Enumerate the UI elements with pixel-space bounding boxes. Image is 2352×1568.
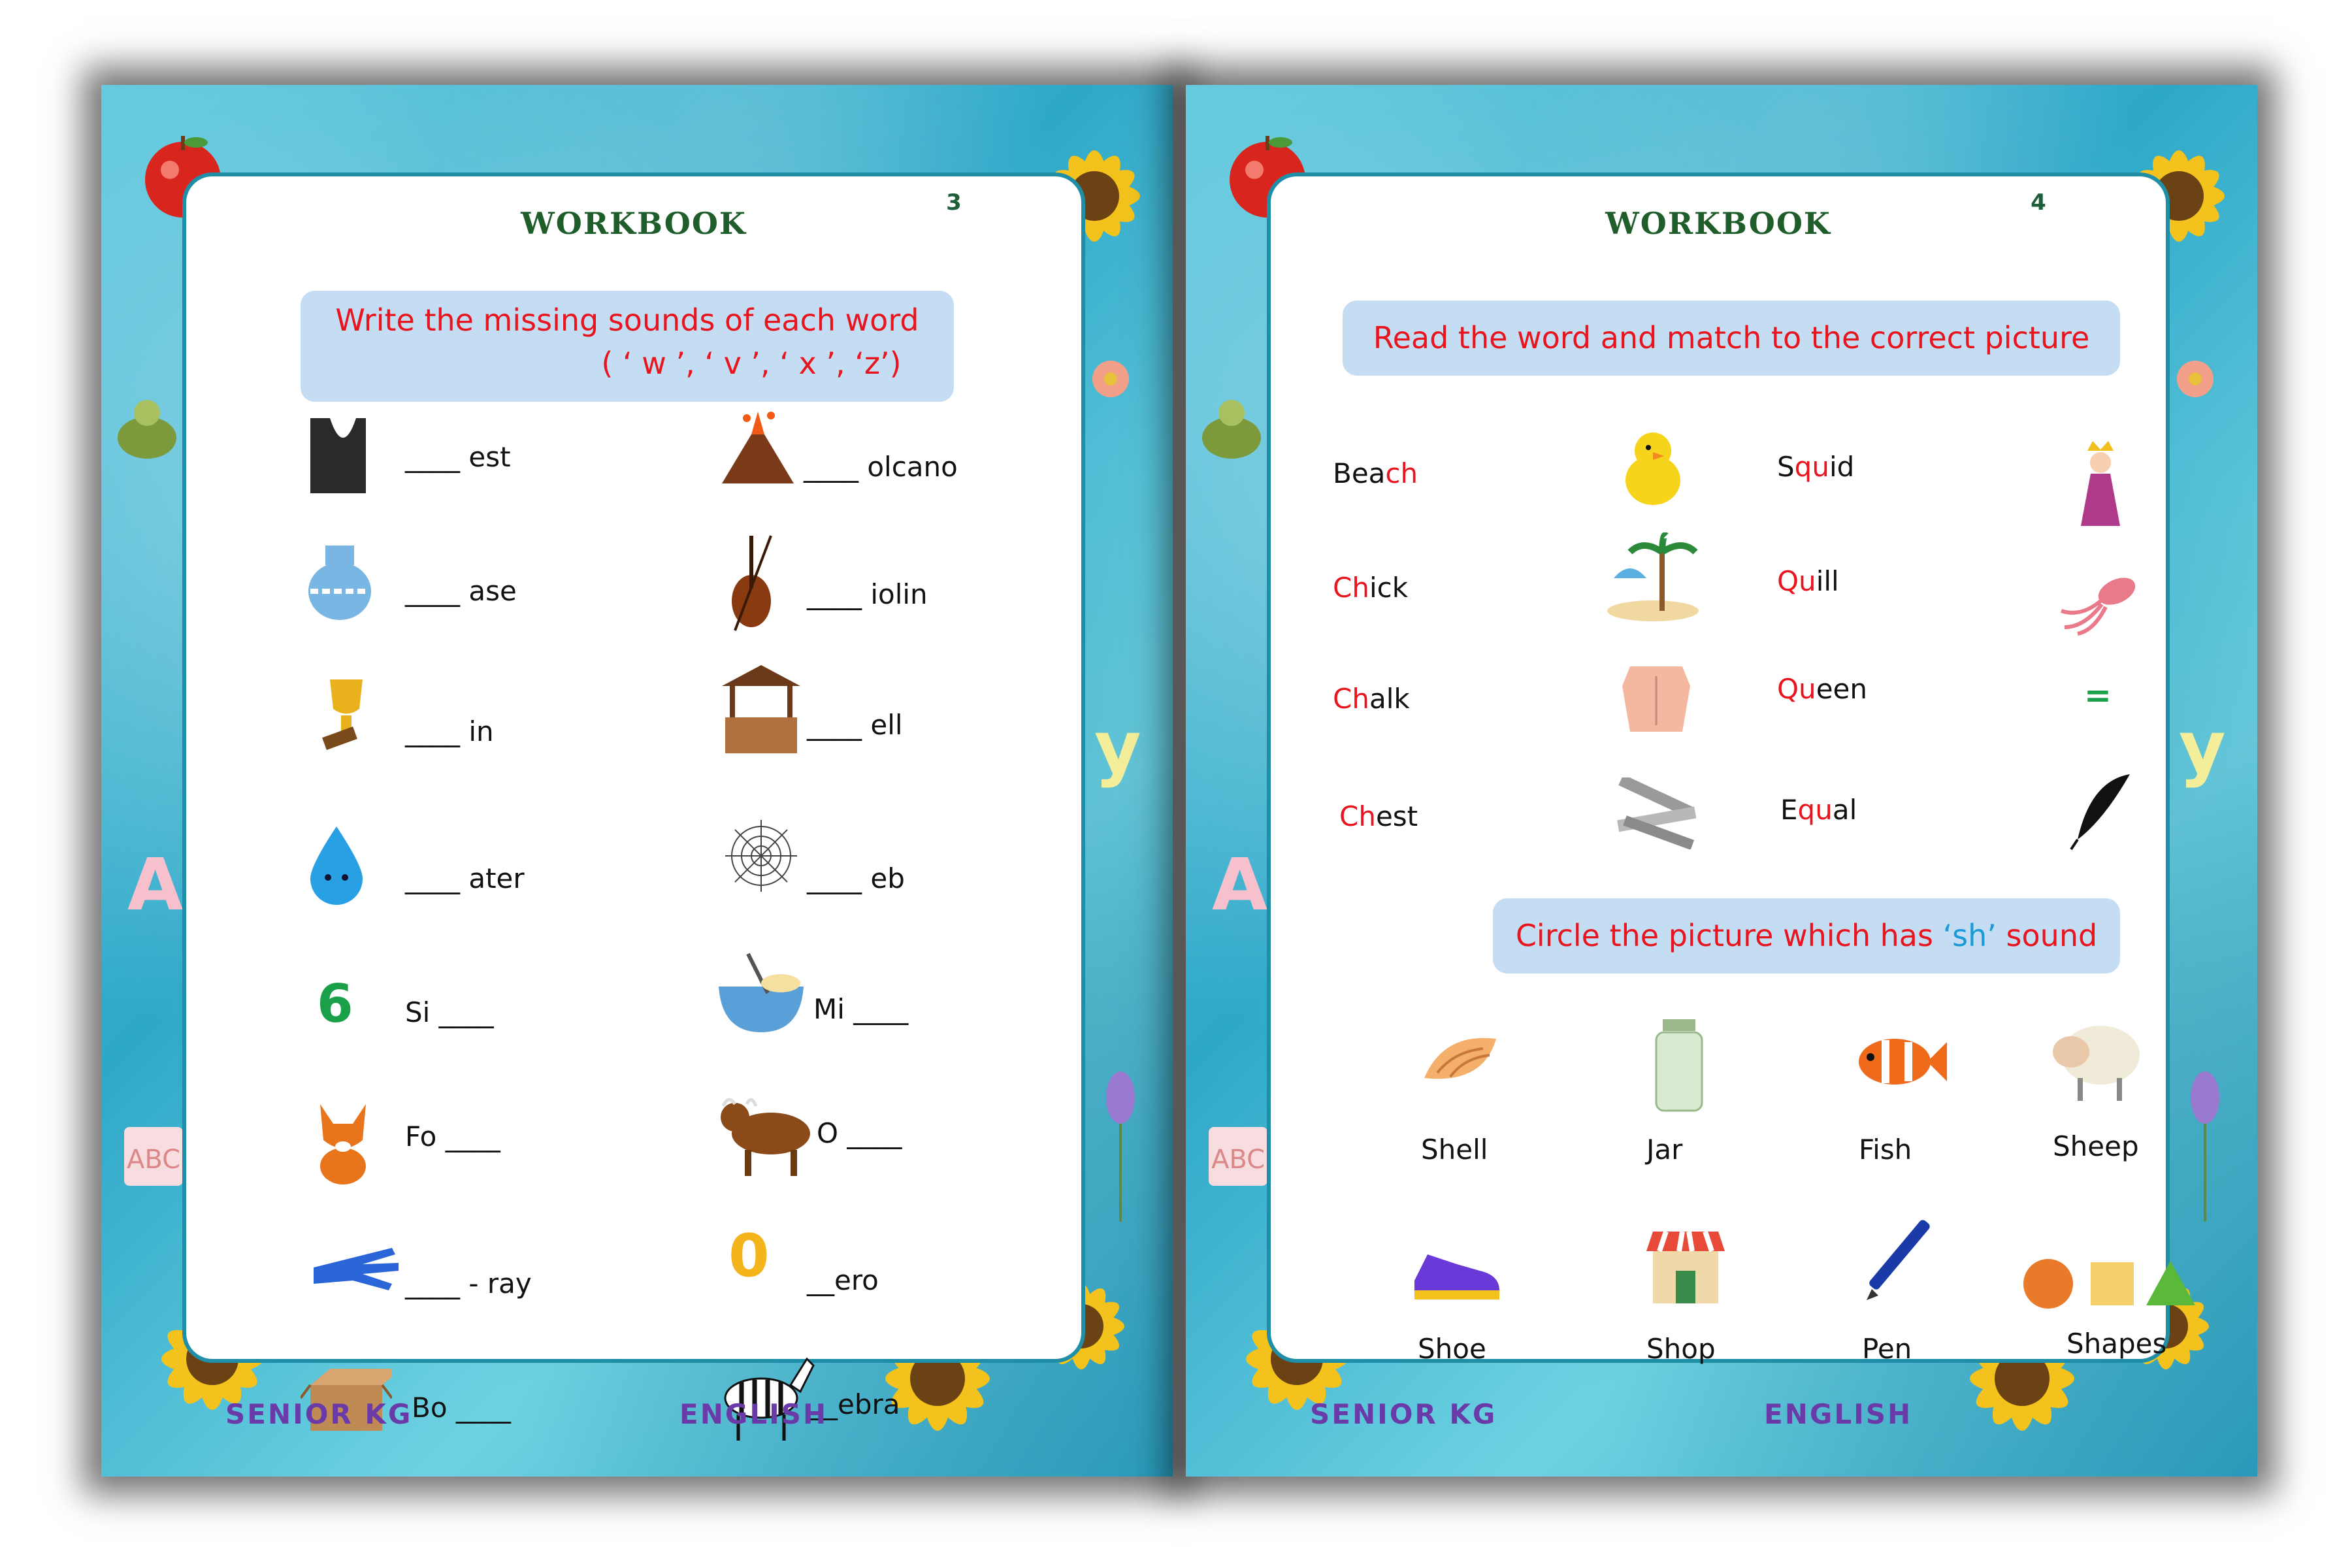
workbook-page-3 (101, 85, 1173, 1477)
exercise-zebra[interactable]: __ebra (810, 1388, 900, 1420)
match-word-squid[interactable]: Squid (1777, 451, 1855, 483)
sh-item-shell-label: Shell (1421, 1134, 1488, 1166)
sh-item-shapes-label: Shapes (2066, 1328, 2167, 1360)
exercise-well[interactable]: ____ ell (807, 709, 903, 741)
sh-item-shoe-label: Shoe (1418, 1333, 1486, 1365)
sh-item-shop-label: Shop (1646, 1333, 1716, 1365)
sh-item-fish-label: Fish (1859, 1134, 1912, 1166)
instruction-line-1: Write the missing sounds of each word (335, 302, 919, 338)
exercise-win[interactable]: ____ in (405, 715, 494, 747)
sh-item-pen-label: Pen (1862, 1333, 1912, 1365)
svg-text:ABC: ABC (126, 1145, 181, 1175)
sh-item-sheep-label: Sheep (2053, 1130, 2139, 1162)
xray-hand-icon (307, 1238, 405, 1297)
flower-icon (1081, 346, 1140, 431)
abc-block-icon (1199, 1117, 1277, 1196)
vase-icon (304, 539, 376, 624)
exercise-vest[interactable]: ____ est (405, 441, 511, 473)
exercise-violin[interactable]: ____ iolin (807, 578, 928, 610)
jar-icon[interactable] (1650, 1016, 1708, 1114)
squid-icon[interactable] (2055, 565, 2140, 637)
page-number: 4 (2002, 176, 2074, 268)
shell-icon[interactable] (1418, 1026, 1503, 1104)
letter-a-decoration: A (1212, 843, 1268, 926)
fox-icon (307, 1094, 379, 1186)
worksheet-card (1271, 176, 2167, 1365)
ox-icon (715, 1088, 820, 1179)
footer-subject: ENGLISH (1764, 1398, 1913, 1430)
page-number: 3 (918, 176, 990, 268)
abc-block-icon (114, 1117, 193, 1196)
svg-text:ABC: ABC (1211, 1145, 1266, 1175)
violin-icon (722, 529, 787, 634)
fish-icon[interactable] (1852, 1026, 1950, 1098)
queen-icon[interactable] (2068, 438, 2133, 529)
match-word-queen[interactable]: Queen (1777, 673, 1867, 705)
match-word-beach[interactable]: Beach (1333, 457, 1418, 489)
number-zero-icon: 0 (728, 1222, 770, 1290)
exercise-xray[interactable]: ____ - ray (405, 1267, 532, 1299)
spider-web-icon (722, 817, 800, 895)
sheep-icon[interactable] (2045, 1013, 2143, 1104)
footer-grade: SENIOR KG (1310, 1398, 1497, 1430)
letter-y-decoration: y (2179, 706, 2226, 789)
exercise-volcano[interactable]: ____ olcano (804, 451, 958, 483)
well-icon (715, 660, 807, 758)
exercise-zero[interactable]: __ero (807, 1264, 879, 1296)
shoe-icon[interactable] (1408, 1235, 1506, 1307)
exercise-water[interactable]: ____ ater (405, 862, 525, 894)
sh-instruction-banner: Circle the picture which has ‘sh’ sound (1493, 898, 2120, 973)
lavender-icon (2166, 1065, 2244, 1235)
shop-icon[interactable] (1643, 1222, 1728, 1307)
workbook-page-4 (1186, 85, 2257, 1477)
flower-icon (2166, 346, 2225, 431)
turtle-icon (1192, 392, 1271, 470)
exercise-vase[interactable]: ____ ase (405, 575, 517, 607)
trophy-icon (301, 666, 392, 758)
footer-grade: SENIOR KG (225, 1398, 413, 1430)
vest-icon (301, 412, 372, 497)
workbook-title: WORKBOOK (521, 206, 747, 241)
equal-sign-icon[interactable]: = (2084, 676, 2112, 714)
chick-icon[interactable] (1617, 425, 1689, 510)
chest-icon[interactable] (1617, 660, 1695, 738)
volcano-icon (715, 405, 800, 490)
match-word-chest[interactable]: Chest (1339, 800, 1418, 832)
letter-y-decoration: y (1094, 706, 1141, 789)
chalk-icon[interactable] (1610, 777, 1702, 849)
pen-icon[interactable] (1859, 1212, 1937, 1310)
match-word-equal[interactable]: Equal (1780, 794, 1857, 826)
match-word-quill[interactable]: Quill (1777, 565, 1839, 597)
workbook-title: WORKBOOK (1605, 206, 1831, 241)
exercise-six[interactable]: Si ____ (405, 996, 494, 1028)
letter-a-decoration: A (127, 843, 184, 926)
exercise-box[interactable]: Bo ____ (412, 1392, 511, 1424)
footer-subject: ENGLISH (679, 1398, 828, 1430)
exercise-web[interactable]: ____ eb (807, 862, 905, 894)
instruction-line-2: ( ‘ w ’, ‘ v ’, ‘ x ’, ‘z’) (601, 346, 902, 381)
instruction-banner (301, 291, 954, 402)
quill-icon[interactable] (2065, 768, 2136, 853)
beach-icon[interactable] (1604, 532, 1702, 624)
exercise-mix[interactable]: Mi ____ (813, 993, 909, 1025)
match-word-chalk[interactable]: Chalk (1333, 683, 1410, 715)
match-instruction-banner: Read the word and match to the correct picture (1343, 301, 2120, 376)
mixing-bowl-icon (709, 947, 813, 1039)
exercise-ox[interactable]: O ____ (817, 1117, 902, 1149)
turtle-icon (108, 392, 186, 470)
match-word-chick[interactable]: Chick (1333, 572, 1409, 604)
exercise-fox[interactable]: Fo ____ (405, 1120, 500, 1152)
sh-item-jar-label: Jar (1646, 1134, 1683, 1166)
lavender-icon (1081, 1065, 1160, 1235)
number-six-icon: 6 (317, 973, 353, 1034)
water-drop-icon (301, 820, 385, 911)
shapes-icon[interactable] (2022, 1254, 2205, 1313)
